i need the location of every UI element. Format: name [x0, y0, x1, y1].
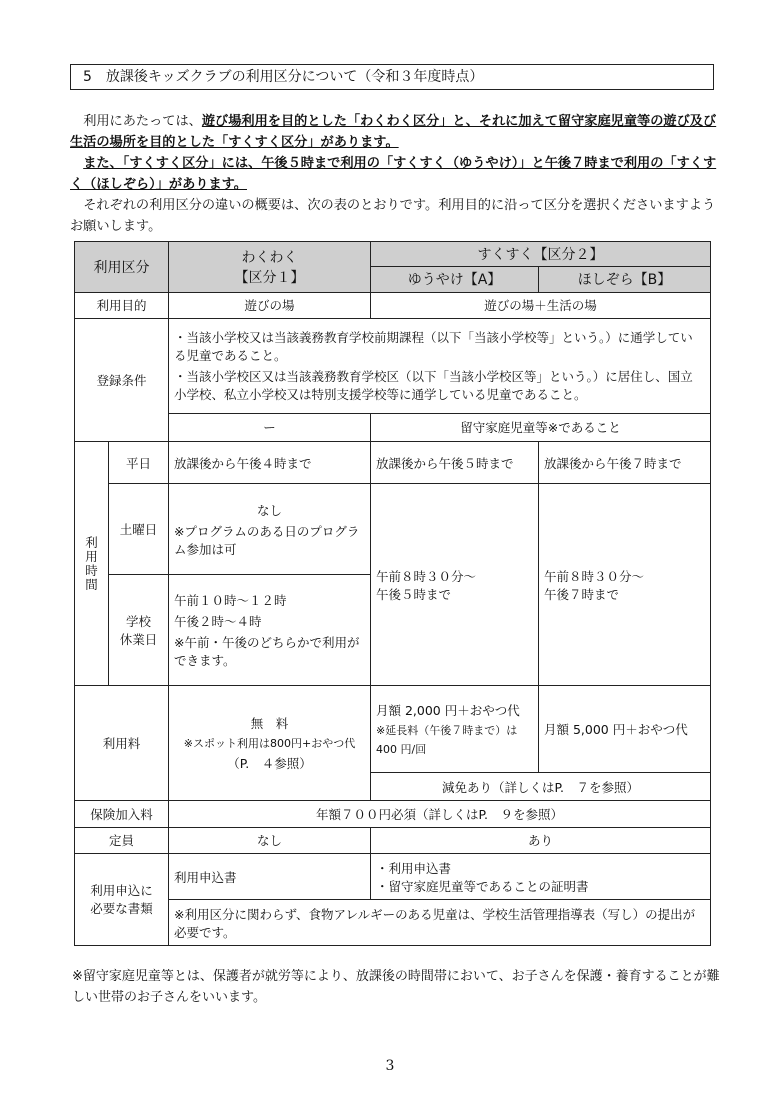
- fee-yuyake-extension-price: 400 円/回: [376, 743, 427, 757]
- header-wakuwaku: [169, 242, 371, 293]
- row-label-registration: 登録条件: [75, 318, 169, 441]
- header-hoshizora: ほしぞら【B】: [539, 267, 711, 292]
- holiday-hoshizora: [539, 484, 711, 686]
- intro-p2-emphasis: [70, 156, 716, 192]
- insurance-value: 年額７００円必須（詳しくはP. ９を参照）: [169, 801, 711, 827]
- row-label-insurance: 保険加入料: [75, 801, 169, 827]
- weekday-yuyake: 放課後から午後５時まで: [371, 441, 539, 483]
- holiday-hoshizora-start: 午前８時３０分～: [544, 568, 645, 584]
- school-holiday-label-1: 学校: [125, 614, 151, 630]
- header-sukusuku: すくすく【区分２】: [371, 242, 711, 267]
- school-holiday-label-2: 休業日: [119, 632, 158, 648]
- purpose-sukusuku: 遊びの場＋生活の場: [371, 292, 711, 318]
- holiday-yuyake: [371, 484, 539, 686]
- header-wakuwaku-kubun: 【区分１】: [234, 269, 305, 286]
- fee-yuyake: [371, 686, 539, 773]
- documents-label-1: 利用申込に: [90, 883, 153, 899]
- capacity-wakuwaku: なし: [169, 827, 371, 853]
- fee-yuyake-monthly: 月額 2,000 円＋おやつ代: [376, 703, 520, 719]
- documents-note: ※利用区分に関わらず、食物アレルギーのある児童は、学校生活管理指導表（写し）の提出が必要です。: [169, 900, 711, 946]
- documents-sukusuku-2: ・留守家庭児童等であることの証明書: [376, 878, 589, 894]
- intro-text: [70, 111, 720, 237]
- holiday-yuyake-end: 午後５時まで: [376, 586, 452, 602]
- intro-p2-a: また、「すくすく区分」には、午後５時まで利用の「すくすく（ゆうやけ）」と午後７時まで利用の「すくすく（ほしぞら）」: [70, 156, 717, 192]
- purpose-wakuwaku: 遊びの場: [169, 292, 371, 318]
- registration-wakuwaku-extra: ー: [169, 413, 371, 441]
- saturday-wakuwaku: [169, 484, 371, 575]
- documents-wakuwaku: 利用申込書: [169, 853, 371, 899]
- registration-conditions: [169, 318, 711, 413]
- intro-paragraph-3: それぞれの利用区分の違いの概要は、次の表のとおりです。利用目的に沿って区分を選択くださいますようお願いします。: [70, 198, 716, 234]
- usage-category-table: [74, 241, 711, 946]
- header-wakuwaku-name: わくわく: [241, 249, 298, 266]
- intro-p2-b: があります。: [168, 177, 247, 192]
- fee-reduction: 減免あり（詳しくはP. ７を参照）: [371, 773, 711, 801]
- section-heading: 5 放課後キッズクラブの利用区分について（令和３年度時点）: [70, 64, 714, 90]
- row-label-documents: [75, 853, 169, 945]
- fee-wakuwaku-spot: ※スポット利用は800円+おやつ代: [183, 737, 356, 751]
- school-holiday-wakuwaku: [169, 575, 371, 686]
- registration-condition-2: ・当該小学校区又は当該義務教育学校区（以下「当該小学校区等」という。）に居住し、国立小学校、私立小学校又は特別支援学校等に通学している児童であること。: [174, 369, 693, 403]
- school-holiday-morning: 午前１０時～１２時: [174, 593, 287, 609]
- fee-wakuwaku-free: 無 料: [250, 716, 289, 732]
- capacity-sukusuku: あり: [371, 827, 711, 853]
- holiday-hoshizora-end: 午後７時まで: [544, 586, 620, 602]
- row-label-school-holiday: [109, 575, 169, 686]
- school-holiday-afternoon: 午後２時～４時: [174, 614, 262, 630]
- header-category: 利用区分: [75, 242, 169, 293]
- holiday-yuyake-start: 午前８時３０分～: [376, 568, 477, 584]
- fee-wakuwaku-ref: （P. ４参照）: [227, 756, 312, 772]
- school-holiday-note: ※午前・午後のどちらかで利用ができます。: [174, 635, 360, 669]
- intro-paragraph-2: [70, 153, 720, 195]
- documents-sukusuku-1: ・利用申込書: [376, 860, 452, 876]
- weekday-hoshizora: 放課後から午後７時まで: [539, 441, 711, 483]
- registration-condition-1: ・当該小学校又は当該義務教育学校前期課程（以下「当該小学校等」という。）に通学している児童であること。: [174, 330, 693, 364]
- row-label-usage-time: [75, 441, 109, 685]
- usage-time-label: 利用時間: [85, 534, 98, 592]
- header-yuyake: ゆうやけ【A】: [371, 267, 539, 292]
- row-label-capacity: 定員: [75, 827, 169, 853]
- fee-wakuwaku: [169, 686, 371, 801]
- documents-label-2: 必要な書類: [90, 901, 153, 917]
- intro-p1-emphasis: 遊び場利用を目的とした「わくわく区分」と、それに加えて留守家庭児童等の遊び及び生活の場所を目的とした「すくすく区分」があります。: [70, 114, 717, 150]
- registration-sukusuku-extra: 留守家庭児童等※であること: [371, 413, 711, 441]
- page-number: 3: [385, 1058, 395, 1074]
- documents-sukusuku: [371, 853, 711, 899]
- saturday-wakuwaku-note: ※プログラムのある日のプログラム参加は可: [174, 523, 360, 557]
- row-label-fee: 利用料: [75, 686, 169, 801]
- intro-p1-lead: 利用にあたっては、: [83, 114, 202, 129]
- fee-hoshizora: 月額 5,000 円＋おやつ代: [539, 686, 711, 773]
- footnote: ※留守家庭児童等とは、保護者が就労等により、放課後の時間帯において、お子さんを保護・養育することが難しい世帯のお子さんをいいます。: [72, 969, 720, 1005]
- fee-yuyake-extension: ※延長料（午後７時まで）は: [376, 724, 518, 738]
- row-label-weekday: 平日: [109, 441, 169, 483]
- intro-paragraph-1: [70, 111, 720, 153]
- row-label-purpose: 利用目的: [75, 292, 169, 318]
- row-label-saturday: 土曜日: [109, 484, 169, 575]
- weekday-wakuwaku: 放課後から午後４時まで: [169, 441, 371, 483]
- saturday-wakuwaku-none: なし: [256, 502, 282, 518]
